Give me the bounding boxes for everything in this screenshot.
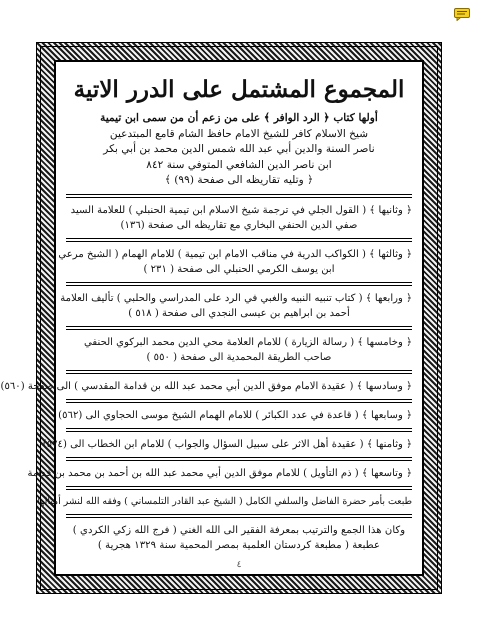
divider (66, 370, 412, 374)
colophon-line: عطبعة ( مطبعة كردستان العلمية بمصر المحمية سنة ١٣٢٩ هجرية ) (97, 539, 381, 551)
entry-line: صفي الدين الحنفي البخاري مع تقاريظه الى صفحة (١٣٦) (120, 219, 358, 231)
intro-block (66, 111, 412, 189)
page-title: المجموع المشتمل على الدرر الاتية (73, 76, 405, 103)
contents-entry (66, 203, 412, 233)
entry-line: ﴿ وتاسعها ﴾ ( ذم التأويل ) للامام موفق الدين أبي محمد عبد الله بن أحمد بن محمد بن قدامة (27, 467, 412, 479)
title-page-panel (0, 60, 424, 576)
intro-line: ناصر السنة والدين أبي عبد الله شمس الدين محمد بن أبي بكر (103, 143, 375, 155)
divider (66, 282, 412, 286)
entry-line: ﴿ وخامسها ﴾ ( رسالة الزيارة ) للامام العلامة محي الدين محمد البركوي الحنفي (84, 336, 412, 348)
page-number: ٤ (236, 560, 242, 570)
intro-line: ﴿ وتليه تقاريظه الى صفحة (٩٩) ﴾ (164, 174, 314, 186)
divider (66, 399, 412, 403)
comment-icon[interactable] (454, 6, 470, 19)
ornamental-border (0, 42, 442, 594)
contents-entry (66, 335, 412, 365)
entry-line: صاحب الطريقة المحمدية الى صفحة ( ٥٥٠ ) (146, 351, 332, 363)
entry-line: ﴿ وثانيها ﴾ ( القول الجلي في ترجمة شيخ الاسلام ابن تيمية الحنبلي ) للعلامة السيد (70, 204, 412, 216)
entry-line: أحمد بن ابراهيم بن عيسى النجدي الى صفحة ( ٥١٨ ) (128, 307, 350, 319)
contents-entry (42, 437, 412, 452)
contents-entry (0, 379, 412, 394)
divider (66, 326, 412, 330)
contents-entry (58, 408, 412, 423)
entry-line: ابن يوسف الكرمي الحنبلي الى صفحة ( ٢٣١ ) (143, 263, 335, 275)
colophon-line: وكان هذا الجمع والترتيب بمعرفة الفقير الى الله الغني ( فرج الله زكي الكردي ) (72, 524, 406, 536)
divider (66, 486, 412, 490)
entry-line: ﴿ وسادسها ﴾ ( عقيدة الامام موفق الدين أبي محمد عبد الله بن قدامة المقدسي ) الى صفحة (٥٦٠) (0, 380, 412, 392)
printing-note: طبعت بأمر حضرة الفاضل والسلفي الكامل ( الشيخ عبد القادر التلمساني ) وفقه الله لنشر أمثالها (37, 495, 412, 507)
contents-entry (27, 466, 412, 481)
entry-line: ﴿ وسابعها ﴾ ( قاعدة في عدد الكبائر ) للامام الهمام الشيخ موسى الحجاوي الى (٥٦٢) (58, 409, 412, 421)
contents-entry (58, 247, 412, 277)
entry-line: ﴿ وثامنها ﴾ ( عقيدة أهل الاثر على سبيل السؤال والجواب ) للامام ابن الخطاب الى (٥٧٤) (42, 438, 412, 450)
intro-line: ابن ناصر الدين الشافعي المتوفي سنة ٨٤٢ (146, 158, 332, 171)
entry-line: ﴿ ورابعها ﴾ ( كتاب تنبيه النبيه والغبي في الرد على المدراسي والحلبي ) تأليف العلامة (60, 292, 412, 304)
intro-line: أولها كتاب ﴿ الرد الوافر ﴾ على من زعم أن من سمى ابن تيمية (100, 112, 378, 124)
contents-entry (60, 291, 412, 321)
divider (66, 238, 412, 242)
divider (66, 457, 412, 461)
divider (66, 514, 412, 518)
colophon (66, 523, 412, 553)
divider (66, 428, 412, 432)
intro-line: شيخ الاسلام كافر للشيخ الامام حافظ الشام قامع المبتدعين (109, 127, 369, 140)
entry-line: ﴿ وثالثها ﴾ ( الكواكب الدرية في مناقب الامام ابن تيمية ) للامام الهمام ( الشيخ مرعي (58, 248, 412, 260)
divider (66, 194, 412, 198)
